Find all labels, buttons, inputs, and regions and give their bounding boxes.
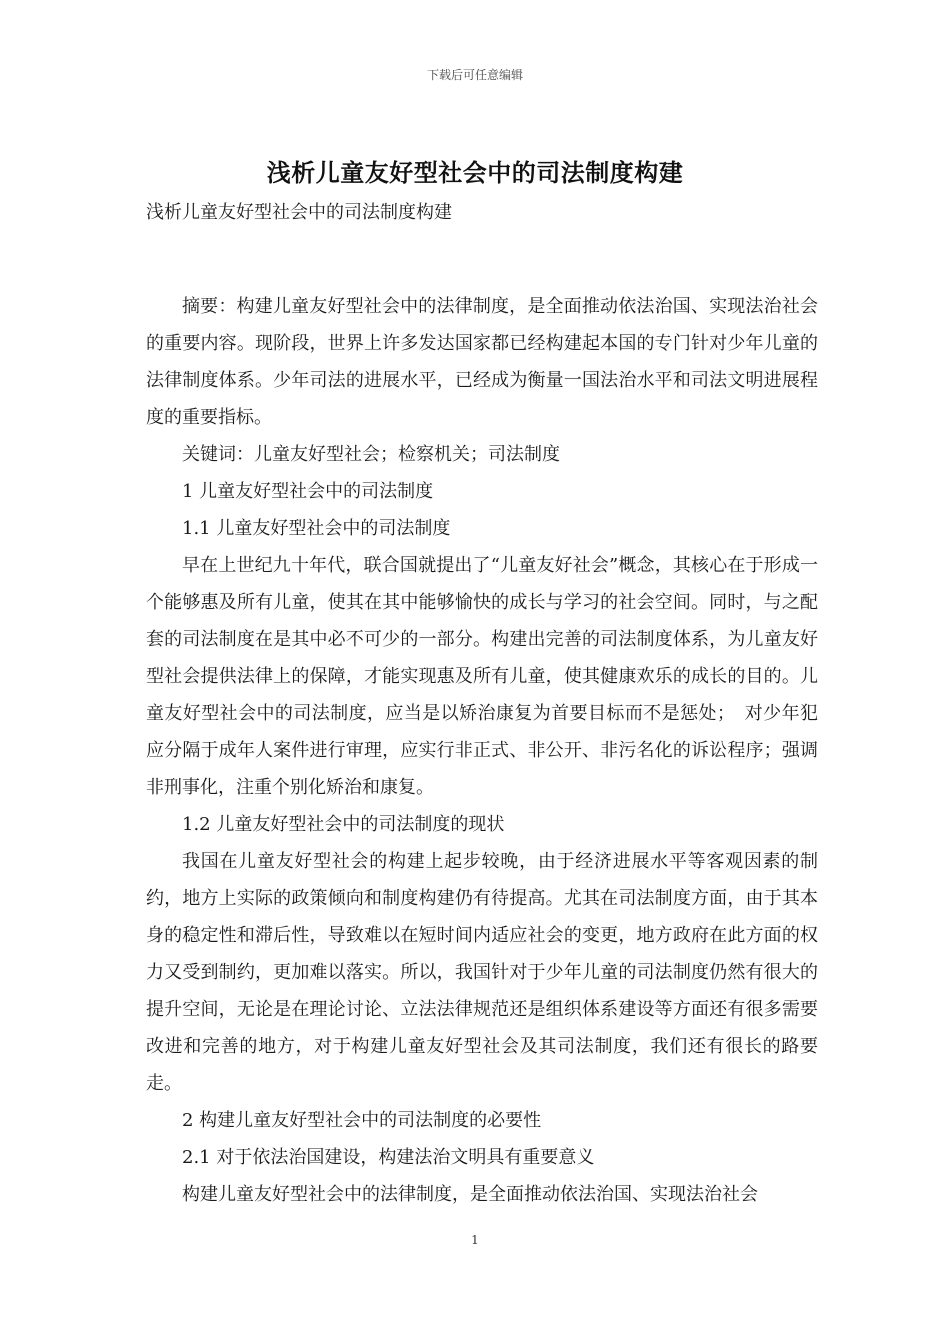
header-note: 下载后可任意编辑 — [426, 68, 523, 82]
body-paragraph-1: 早在上世纪九十年代，联合国就提出了“儿童友好社会”概念，其核心在于形成一个能够惠及所有儿童，使其在其中能够愉快的成长与学习的社会空间。同时，与之配套的司法制度在是其中必不可少的一部分。构建出完善的司法制度体系，为儿童友好型社会提供法律上的保障，才能实现惠及所有儿童，使其健康欢乐的成长的目的。儿童友好型社会中的司法制度，应当是以矫治康复为首要目标而不是惩处； 对少年犯应分隔于成年人案件进行审理，应实行非正式、非公开、非污名化的诉讼程序；强调非刑事化，注重个别化矫治和康复。 — [146, 555, 818, 798]
body-paragraph-2: 我国在儿童友好型社会的构建上起步较晚，由于经济进展水平等客观因素的制约，地方上实际的政策倾向和制度构建仍有待提高。尤其在司法制度方面，由于其本身的稳定性和滞后性，导致难以在短时间内适应社会的变更，地方政府在此方面的权力又受到制约，更加难以落实。所以，我国针对于少年儿童的司法制度仍然有很大的提升空间，无论是在理论讨论、立法法律规范还是组织体系建设等方面还有很多需要改进和完善的地方，对于构建儿童友好型社会及其司法制度，我们还有很长的路要走。 — [146, 851, 818, 1094]
document-body — [146, 198, 818, 1213]
page-number: 1 — [471, 1233, 479, 1247]
section-heading-1-2: 1.2 儿童友好型社会中的司法制度的现状 — [182, 814, 505, 835]
body-paragraph-3: 构建儿童友好型社会中的法律制度，是全面推动依法治国、实现法治社会 — [182, 1184, 758, 1205]
abstract-paragraph: 摘要：构建儿童友好型社会中的法律制度，是全面推动依法治国、实现法治社会的重要内容。现阶段，世界上许多发达国家都已经构建起本国的专门针对少年儿童的法律制度体系。少年司法的进展水平，已经成为衡量一国法治水平和司法文明进展程度的重要指标。 — [146, 296, 818, 428]
document-subtitle: 浅析儿童友好型社会中的司法制度构建 — [146, 202, 452, 223]
section-heading-1: 1 儿童友好型社会中的司法制度 — [182, 481, 434, 502]
document-title: 浅析儿童友好型社会中的司法制度构建 — [266, 158, 684, 187]
section-heading-1-1: 1.1 儿童友好型社会中的司法制度 — [182, 518, 451, 539]
section-heading-2-1: 2.1 对于依法治国建设，构建法治文明具有重要意义 — [182, 1147, 595, 1168]
keywords-line: 关键词：儿童友好型社会；检察机关；司法制度 — [182, 444, 560, 465]
spacer — [146, 228, 818, 288]
section-heading-2: 2 构建儿童友好型社会中的司法制度的必要性 — [182, 1110, 542, 1131]
